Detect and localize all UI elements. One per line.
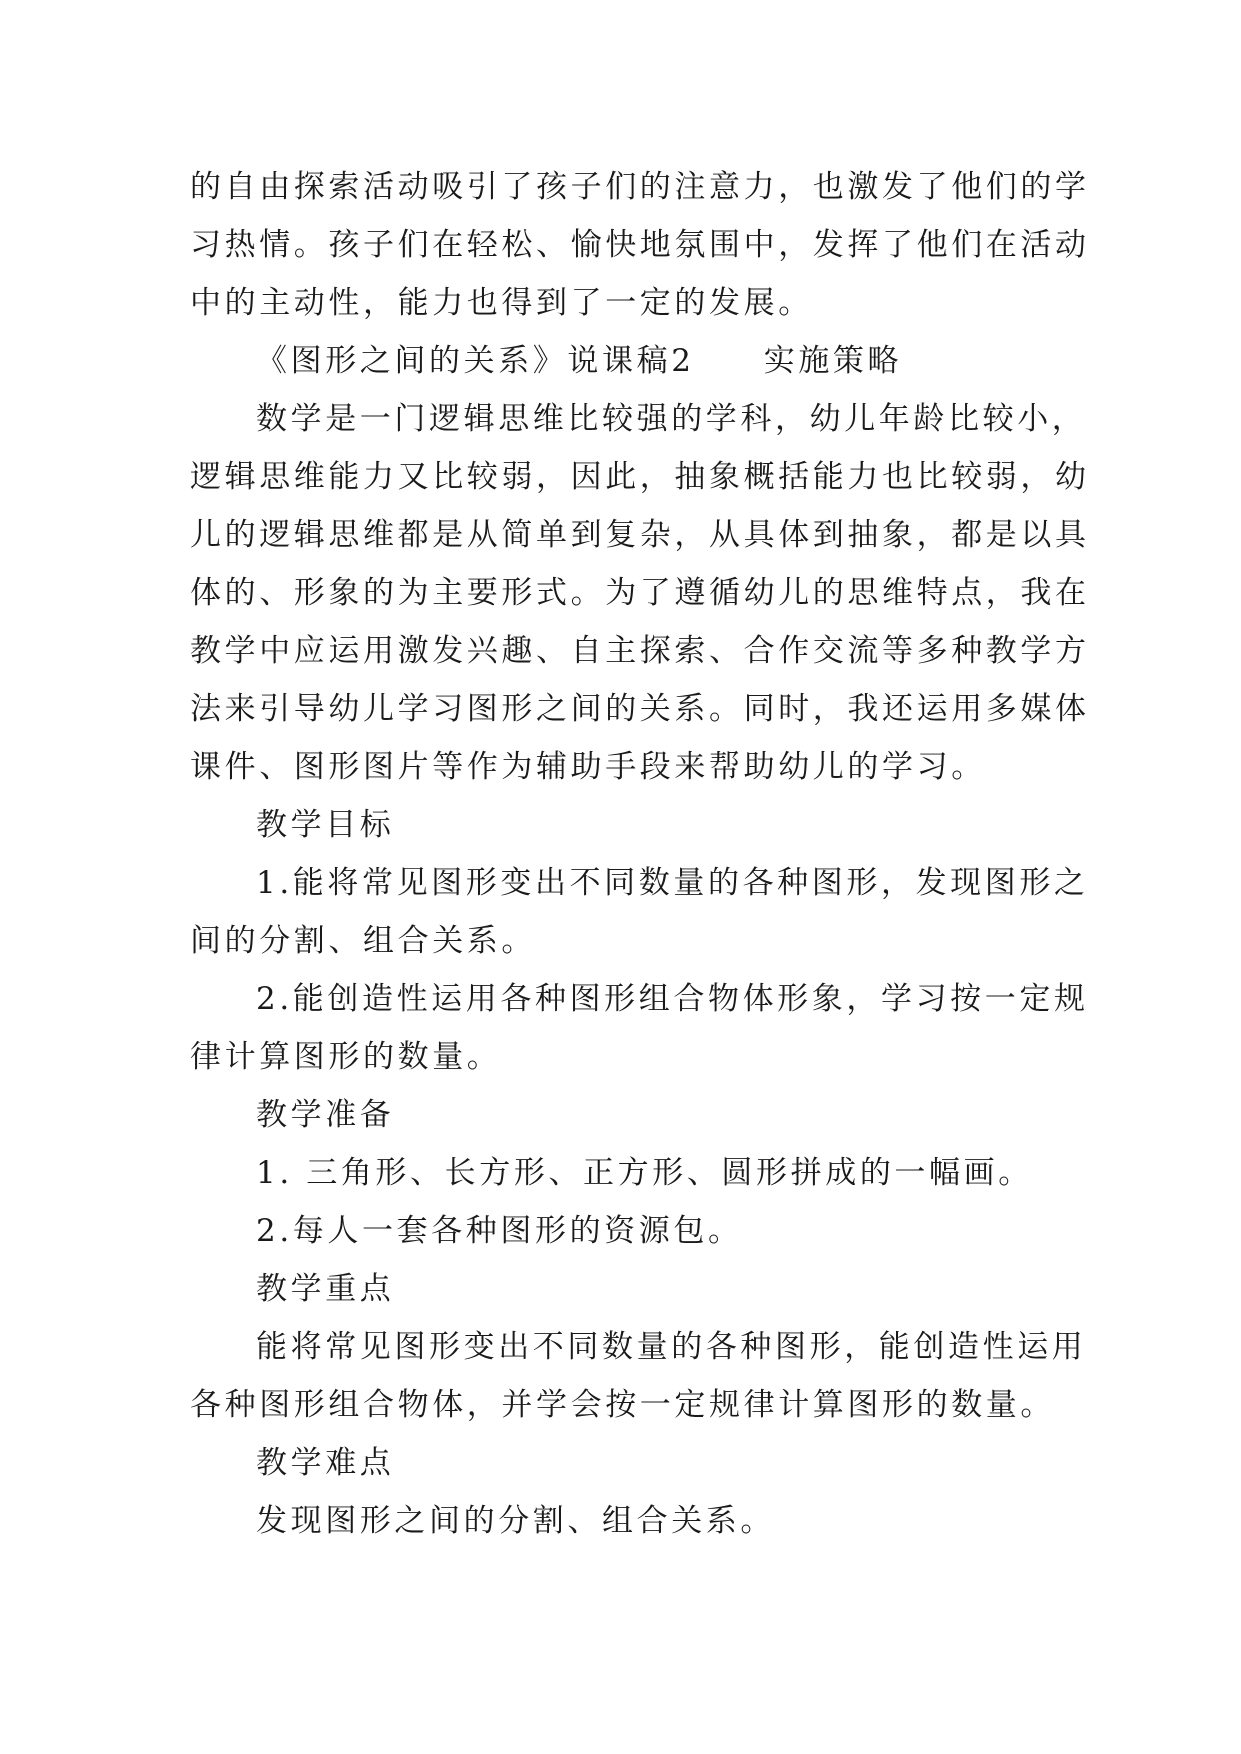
text-line: 法来引导幼儿学习图形之间的关系。同时，我还运用多媒体 — [190, 691, 1090, 727]
text-line: 体的、形象的为主要形式。为了遵循幼儿的思维特点，我在 — [190, 575, 1090, 611]
list-item: 2.能创造性运用各种图形组合物体形象，学习按一定规 — [256, 981, 1089, 1017]
section-heading: 教学重点 — [256, 1271, 395, 1307]
section-heading: 教学难点 — [256, 1445, 395, 1481]
text-line: 间的分割、组合关系。 — [190, 923, 536, 959]
list-item: 1. 三角形、长方形、正方形、圆形拼成的一幅画。 — [256, 1155, 1033, 1191]
text-line: 中的主动性，能力也得到了一定的发展。 — [190, 285, 813, 321]
text-line: 逻辑思维能力又比较弱，因此，抽象概括能力也比较弱，幼 — [190, 459, 1090, 495]
text-line: 各种图形组合物体，并学会按一定规律计算图形的数量。 — [190, 1387, 1055, 1423]
section-heading: 教学目标 — [256, 807, 395, 843]
text-line: 能将常见图形变出不同数量的各种图形，能创造性运用 — [256, 1329, 1087, 1365]
text-line: 课件、图形图片等作为辅助手段来帮助幼儿的学习。 — [190, 749, 986, 785]
text-line: 律计算图形的数量。 — [190, 1039, 502, 1075]
document-body — [190, 158, 1090, 1550]
list-item: 2.每人一套各种图形的资源包。 — [256, 1213, 743, 1249]
text-line: 习热情。孩子们在轻松、愉快地氛围中，发挥了他们在活动 — [190, 227, 1090, 263]
text-line: 的自由探索活动吸引了孩子们的注意力，也激发了他们的学 — [190, 169, 1090, 205]
list-item: 1.能将常见图形变出不同数量的各种图形，发现图形之 — [256, 865, 1089, 901]
text-line: 数学是一门逻辑思维比较强的学科，幼儿年龄比较小， — [256, 401, 1087, 437]
text-line: 教学中应运用激发兴趣、自主探索、合作交流等多种教学方 — [190, 633, 1090, 669]
text-line: 发现图形之间的分割、组合关系。 — [256, 1503, 775, 1539]
section-heading: 《图形之间的关系》说课稿2 实施策略 — [256, 343, 903, 379]
text-line: 儿的逻辑思维都是从简单到复杂，从具体到抽象，都是以具 — [190, 517, 1090, 553]
section-heading: 教学准备 — [256, 1097, 395, 1133]
